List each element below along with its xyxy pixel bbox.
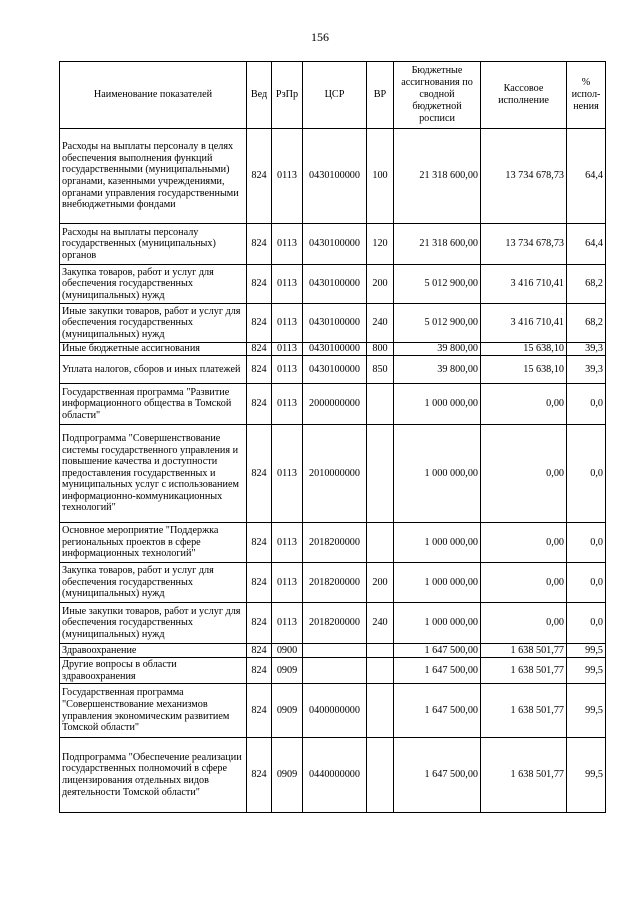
table-row xyxy=(60,304,606,343)
row-percent: 0,0 xyxy=(567,603,606,644)
table-row xyxy=(60,738,606,813)
budget-execution-table xyxy=(59,61,606,813)
row-vr: 200 xyxy=(367,265,394,304)
row-name: Другие вопросы в области здравоохранения xyxy=(60,658,247,684)
table-row xyxy=(60,425,606,523)
row-executed: 3 416 710,41 xyxy=(481,265,567,304)
row-rzpr: 0113 xyxy=(272,343,303,356)
row-percent: 68,2 xyxy=(567,304,606,343)
table-row xyxy=(60,644,606,658)
row-executed: 0,00 xyxy=(481,384,567,425)
row-csr: 0400000000 xyxy=(303,684,367,738)
table-header-row xyxy=(60,62,606,129)
table-row xyxy=(60,658,606,684)
row-assigned: 1 000 000,00 xyxy=(394,563,481,603)
row-rzpr: 0113 xyxy=(272,523,303,563)
row-assigned: 1 000 000,00 xyxy=(394,384,481,425)
row-assigned: 39 800,00 xyxy=(394,343,481,356)
row-csr: 2000000000 xyxy=(303,384,367,425)
header-csr: ЦСР xyxy=(303,62,367,129)
row-csr: 0430100000 xyxy=(303,224,367,265)
row-ved: 824 xyxy=(247,356,272,384)
row-ved: 824 xyxy=(247,523,272,563)
table-row xyxy=(60,684,606,738)
row-executed: 15 638,10 xyxy=(481,343,567,356)
row-percent: 0,0 xyxy=(567,425,606,523)
row-csr: 0430100000 xyxy=(303,304,367,343)
row-ved: 824 xyxy=(247,384,272,425)
row-executed: 0,00 xyxy=(481,523,567,563)
row-ved: 824 xyxy=(247,603,272,644)
row-rzpr: 0113 xyxy=(272,425,303,523)
row-csr: 2018200000 xyxy=(303,523,367,563)
row-assigned: 1 647 500,00 xyxy=(394,658,481,684)
row-ved: 824 xyxy=(247,563,272,603)
row-csr: 2010000000 xyxy=(303,425,367,523)
row-name: Основное мероприятие "Поддержка региональных проектов в сфере информационных технологий" xyxy=(60,523,247,563)
row-percent: 39,3 xyxy=(567,356,606,384)
row-name: Уплата налогов, сборов и иных платежей xyxy=(60,356,247,384)
row-name: Расходы на выплаты персоналу в целях обеспечения выполнения функций государственными (муниципальными) органами, казенными учреждениями, органами управления государственными внебюджетными фондами xyxy=(60,129,247,224)
header-percent: % испол-нения xyxy=(567,62,606,129)
row-csr: 2018200000 xyxy=(303,563,367,603)
row-vr xyxy=(367,738,394,813)
header-rzpr: РзПр xyxy=(272,62,303,129)
row-assigned: 5 012 900,00 xyxy=(394,304,481,343)
row-name: Подпрограмма "Совершенствование системы государственного управления и повышение качества и доступности предоставления государственных и муниципальных услуг с использованием информационно-коммуникационных технологий" xyxy=(60,425,247,523)
row-assigned: 39 800,00 xyxy=(394,356,481,384)
row-ved: 824 xyxy=(247,343,272,356)
header-assigned: Бюджетные ассигнования по сводной бюджетной росписи xyxy=(394,62,481,129)
row-vr: 200 xyxy=(367,563,394,603)
row-percent: 39,3 xyxy=(567,343,606,356)
header-executed: Кассовое исполнение xyxy=(481,62,567,129)
row-assigned: 1 647 500,00 xyxy=(394,738,481,813)
row-ved: 824 xyxy=(247,658,272,684)
header-vr: ВР xyxy=(367,62,394,129)
row-vr: 240 xyxy=(367,603,394,644)
row-assigned: 21 318 600,00 xyxy=(394,224,481,265)
row-percent: 99,5 xyxy=(567,684,606,738)
row-ved: 824 xyxy=(247,224,272,265)
row-vr xyxy=(367,684,394,738)
row-name: Государственная программа "Совершенствование механизмов управления экономическим развитием Томской области" xyxy=(60,684,247,738)
row-rzpr: 0909 xyxy=(272,684,303,738)
row-executed: 13 734 678,73 xyxy=(481,224,567,265)
row-assigned: 1 000 000,00 xyxy=(394,523,481,563)
table-row xyxy=(60,265,606,304)
header-ved: Вед xyxy=(247,62,272,129)
table-row xyxy=(60,563,606,603)
row-csr xyxy=(303,658,367,684)
row-rzpr: 0113 xyxy=(272,603,303,644)
row-percent: 64,4 xyxy=(567,224,606,265)
row-csr: 0430100000 xyxy=(303,356,367,384)
row-rzpr: 0909 xyxy=(272,738,303,813)
row-rzpr: 0113 xyxy=(272,384,303,425)
row-ved: 824 xyxy=(247,304,272,343)
row-rzpr: 0113 xyxy=(272,304,303,343)
row-rzpr: 0909 xyxy=(272,658,303,684)
row-rzpr: 0113 xyxy=(272,224,303,265)
row-percent: 99,5 xyxy=(567,658,606,684)
row-executed: 1 638 501,77 xyxy=(481,644,567,658)
row-name: Здравоохранение xyxy=(60,644,247,658)
row-vr xyxy=(367,384,394,425)
row-assigned: 1 647 500,00 xyxy=(394,644,481,658)
row-name: Расходы на выплаты персоналу государственных (муниципальных) органов xyxy=(60,224,247,265)
row-assigned: 5 012 900,00 xyxy=(394,265,481,304)
row-percent: 68,2 xyxy=(567,265,606,304)
row-executed: 0,00 xyxy=(481,563,567,603)
row-executed: 13 734 678,73 xyxy=(481,129,567,224)
row-csr: 0430100000 xyxy=(303,343,367,356)
row-percent: 0,0 xyxy=(567,523,606,563)
header-name: Наименование показателей xyxy=(60,62,247,129)
row-executed: 0,00 xyxy=(481,603,567,644)
row-vr: 100 xyxy=(367,129,394,224)
row-executed: 3 416 710,41 xyxy=(481,304,567,343)
row-rzpr: 0113 xyxy=(272,129,303,224)
row-vr xyxy=(367,523,394,563)
row-name: Иные закупки товаров, работ и услуг для обеспечения государственных (муниципальных) нужд xyxy=(60,603,247,644)
row-ved: 824 xyxy=(247,644,272,658)
row-rzpr: 0113 xyxy=(272,265,303,304)
row-percent: 0,0 xyxy=(567,563,606,603)
row-assigned: 1 000 000,00 xyxy=(394,603,481,644)
row-executed: 1 638 501,77 xyxy=(481,738,567,813)
row-percent: 0,0 xyxy=(567,384,606,425)
row-executed: 0,00 xyxy=(481,425,567,523)
row-percent: 64,4 xyxy=(567,129,606,224)
table-row xyxy=(60,603,606,644)
table-row xyxy=(60,343,606,356)
row-rzpr: 0900 xyxy=(272,644,303,658)
row-vr: 240 xyxy=(367,304,394,343)
row-percent: 99,5 xyxy=(567,738,606,813)
row-name: Государственная программа "Развитие информационного общества в Томской области" xyxy=(60,384,247,425)
row-executed: 1 638 501,77 xyxy=(481,658,567,684)
row-csr: 0430100000 xyxy=(303,129,367,224)
page-number: 156 xyxy=(311,30,329,44)
row-ved: 824 xyxy=(247,425,272,523)
row-vr: 800 xyxy=(367,343,394,356)
row-rzpr: 0113 xyxy=(272,563,303,603)
row-ved: 824 xyxy=(247,738,272,813)
row-csr: 0430100000 xyxy=(303,265,367,304)
row-ved: 824 xyxy=(247,129,272,224)
table-row xyxy=(60,384,606,425)
row-name: Закупка товаров, работ и услуг для обеспечения государственных (муниципальных) нужд xyxy=(60,265,247,304)
row-vr xyxy=(367,425,394,523)
row-csr: 0440000000 xyxy=(303,738,367,813)
row-vr: 850 xyxy=(367,356,394,384)
row-vr xyxy=(367,644,394,658)
table-row xyxy=(60,356,606,384)
row-name: Подпрограмма "Обеспечение реализации государственных полномочий в сфере лицензирования отдельных видов деятельности Томской области" xyxy=(60,738,247,813)
row-name: Иные бюджетные ассигнования xyxy=(60,343,247,356)
row-percent: 99,5 xyxy=(567,644,606,658)
row-ved: 824 xyxy=(247,684,272,738)
row-assigned: 21 318 600,00 xyxy=(394,129,481,224)
row-csr: 2018200000 xyxy=(303,603,367,644)
row-executed: 15 638,10 xyxy=(481,356,567,384)
row-executed: 1 638 501,77 xyxy=(481,684,567,738)
table-row xyxy=(60,129,606,224)
row-csr xyxy=(303,644,367,658)
row-name: Закупка товаров, работ и услуг для обеспечения государственных (муниципальных) нужд xyxy=(60,563,247,603)
row-vr: 120 xyxy=(367,224,394,265)
row-rzpr: 0113 xyxy=(272,356,303,384)
table-row xyxy=(60,224,606,265)
row-ved: 824 xyxy=(247,265,272,304)
row-name: Иные закупки товаров, работ и услуг для обеспечения государственных (муниципальных) нужд xyxy=(60,304,247,343)
row-assigned: 1 647 500,00 xyxy=(394,684,481,738)
row-assigned: 1 000 000,00 xyxy=(394,425,481,523)
table-row xyxy=(60,523,606,563)
row-vr xyxy=(367,658,394,684)
